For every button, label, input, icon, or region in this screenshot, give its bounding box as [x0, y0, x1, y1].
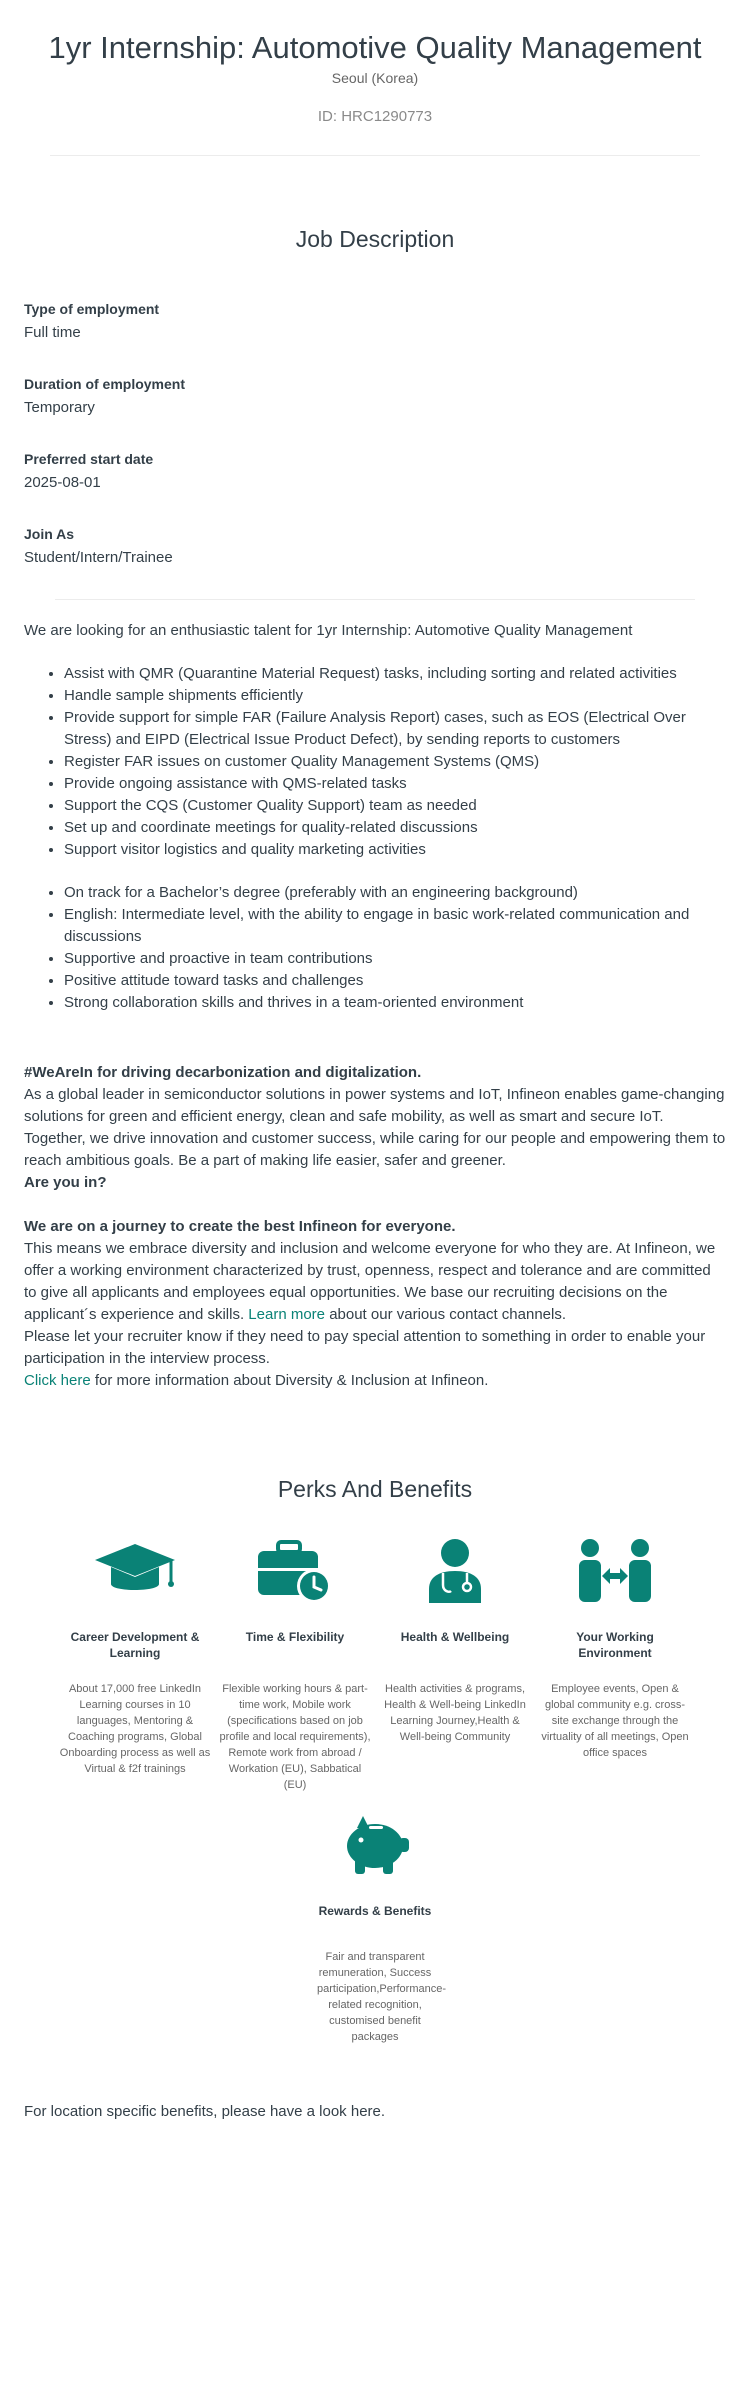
perk-time [215, 1525, 375, 1793]
click-here-link[interactable]: Click here [24, 1372, 91, 1389]
detail-value: Student/Intern/Trainee [24, 549, 173, 566]
click-here-suffix: for more information about Diversity & Inclusion at Infineon. [94, 1372, 489, 1389]
are-you-in: Are you in? [24, 1174, 107, 1191]
perk-description: Health activities & programs, Health & Well-being LinkedIn Learning Journey,Health & Well-being Community [384, 1683, 526, 1743]
detail-value: Temporary [24, 399, 95, 416]
perk-description: Employee events, Open & global community e.g. cross-site exchange through the virtuality of all meetings, Open office spaces [541, 1683, 689, 1759]
job-details [0, 299, 750, 569]
list-item: • English: Intermediate level, with the ability to engage in basic work-related communication and discussions [64, 904, 726, 948]
perk-description: Flexible working hours & part-time work, Mobile work (specifications based on job profile and local requirements), Remote work from abroad / Workation (EU), Sabbatical (EU) [219, 1683, 371, 1791]
list-item: • On track for a Bachelor’s degree (preferably with an engineering background) [64, 882, 726, 904]
task-list [24, 663, 726, 861]
learn-more-suffix: about our various contact channels. [329, 1306, 567, 1323]
perks-grid [0, 1525, 750, 1793]
job-description-title: Job Description [295, 226, 455, 252]
detail-value: 2025-08-01 [24, 474, 101, 491]
perk-description: Fair and transparent remuneration, Success participation,Performance-related recognition, customised benefit packages [317, 1951, 447, 2043]
divider [55, 599, 695, 600]
perk-rewards [295, 1799, 455, 2045]
list-item: • Register FAR issues on customer Quality Management Systems (QMS) [64, 751, 726, 773]
list-item: • Strong collaboration skills and thrives in a team-oriented environment [64, 992, 726, 1014]
list-item: • Supportive and proactive in team contributions [64, 948, 726, 970]
perks-title: Perks And Benefits [277, 1476, 473, 1502]
requirements-list [24, 882, 726, 1014]
journey-heading: We are on a journey to create the best Infineon for everyone. [24, 1218, 456, 1235]
detail-duration [24, 374, 750, 419]
perk-environment [535, 1525, 695, 1793]
list-item: • Assist with QMR (Quarantine Material Request) tasks, including sorting and related activities [64, 663, 726, 685]
list-item: • Positive attitude toward tasks and challenges [64, 970, 726, 992]
briefcase-clock-icon [219, 1525, 371, 1617]
learn-more-link[interactable]: Learn more [248, 1306, 326, 1323]
list-item: • Handle sample shipments efficiently [64, 685, 726, 707]
list-item: • Set up and coordinate meetings for quality-related discussions [64, 817, 726, 839]
perk-health [375, 1525, 535, 1793]
job-id: ID: HRC1290773 [317, 108, 433, 125]
divider [50, 155, 700, 156]
people-exchange-icon [539, 1525, 691, 1617]
detail-label: Join As [24, 526, 75, 542]
detail-start-date [24, 449, 750, 494]
company-statement [24, 1062, 726, 1392]
journey-text: This means we embrace diversity and inclusion and welcome everyone for who they are. At Infineon, we offer a working environment characterized by trust, openness, respect and tolerance and are committed to give all applicants and employees equal opportunities. We base our recruiting decisions on the applicant´s experience and skills. [24, 1240, 716, 1323]
graduation-cap-icon [59, 1525, 211, 1617]
list-item: • Support the CQS (Customer Quality Support) team as needed [64, 795, 726, 817]
weare-heading: #WeAreIn for driving decarbonization and digitalization. [24, 1064, 422, 1081]
weare-text: As a global leader in semiconductor solutions in power systems and IoT, Infineon enables game-changing solutions for green and efficient energy, clean and safe mobility, as well as smart and secure IoT. Together, we drive innovation and customer success, while caring for our people and empowering them to reach ambitious goals. Be a part of making life easier, safer and greener. [24, 1086, 726, 1169]
perk-name: Career Development & Learning [70, 1630, 200, 1660]
detail-label: Duration of employment [24, 376, 186, 392]
doctor-icon [379, 1525, 531, 1617]
list-item: • Provide support for simple FAR (Failure Analysis Report) cases, such as EOS (Electrical Over Stress) and EIPD (Electrical Issue Product Defect), by sending reports to customers [64, 707, 726, 751]
journey-paragraph [24, 1238, 726, 1326]
perk-career [55, 1525, 215, 1793]
perk-name: Time & Flexibility [245, 1630, 345, 1644]
job-body [0, 620, 750, 1392]
perk-name: Rewards & Benefits [318, 1904, 432, 1918]
job-title: 1yr Internship: Automotive Quality Management [48, 30, 702, 65]
location-benefits-note: For location specific benefits, please have a look here. [24, 2103, 386, 2120]
perks-grid-row-2 [0, 1799, 750, 2045]
detail-value: Full time [24, 324, 81, 341]
perk-description: About 17,000 free LinkedIn Learning courses in 10 languages, Mentoring & Coaching programs, Global Onboarding process as well as Virtual & f2f trainings [59, 1683, 211, 1775]
perk-name: Your Working Environment [576, 1630, 654, 1660]
list-item: • Provide ongoing assistance with QMS-related tasks [64, 773, 726, 795]
detail-employment-type [24, 299, 750, 344]
perk-name: Health & Wellbeing [400, 1630, 510, 1644]
diversity-paragraph [24, 1370, 726, 1392]
list-item: • Support visitor logistics and quality marketing activities [64, 839, 726, 861]
detail-join-as [24, 524, 750, 569]
intro-text: We are looking for an enthusiastic talent for 1yr Internship: Automotive Quality Management [24, 622, 633, 639]
detail-label: Preferred start date [24, 451, 154, 467]
piggy-bank-icon [299, 1799, 451, 1891]
detail-label: Type of employment [24, 301, 160, 317]
job-location: Seoul (Korea) [331, 70, 419, 86]
job-header [0, 0, 750, 125]
recruiter-text: Please let your recruiter know if they need to pay special attention to something in order to enable your participation in the interview process. [24, 1328, 706, 1367]
